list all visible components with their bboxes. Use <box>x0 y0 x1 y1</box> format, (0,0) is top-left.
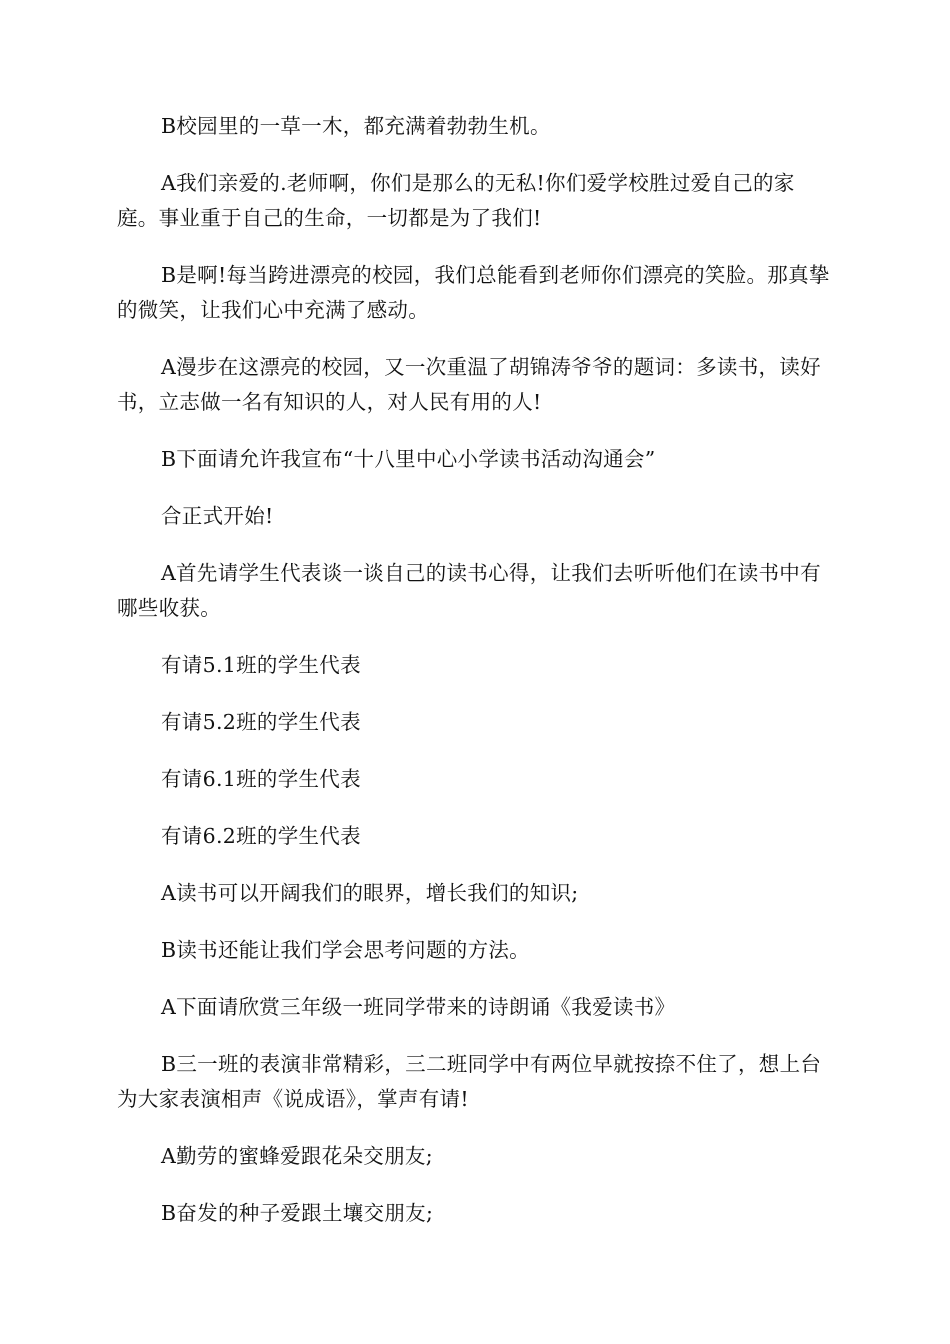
paragraph-14: A下面请欣赏三年级一班同学带来的诗朗诵《我爱读书》 <box>161 995 676 1019</box>
paragraph-3: B是啊!每当跨进漂亮的校园，我们总能看到老师你们漂亮的笑脸。那真挚的微笑，让我们心中充满了感动。 <box>117 263 830 322</box>
paragraph-16: A勤劳的蜜蜂爱跟花朵交朋友; <box>161 1144 433 1168</box>
paragraph-8: 有请5.1班的学生代表 <box>161 653 361 677</box>
document-page <box>117 109 832 1253</box>
paragraph-17: B奋发的种子爱跟土壤交朋友; <box>161 1201 434 1225</box>
paragraph-12: A读书可以开阔我们的眼界，增长我们的知识; <box>161 881 579 905</box>
paragraph-9: 有请5.2班的学生代表 <box>161 710 361 734</box>
paragraph-5: B下面请允许我宣布“十八里中心小学读书活动沟通会” <box>161 447 656 471</box>
paragraph-10: 有请6.1班的学生代表 <box>161 767 361 791</box>
paragraph-1: B校园里的一草一木，都充满着勃勃生机。 <box>161 114 551 138</box>
paragraph-2: A我们亲爱的.老师啊，你们是那么的无私!你们爱学校胜过爱自己的家庭。事业重于自己的生命，一切都是为了我们! <box>117 171 795 230</box>
paragraph-7: A首先请学生代表谈一谈自己的读书心得，让我们去听听他们在读书中有哪些收获。 <box>117 561 821 620</box>
paragraph-6: 合正式开始! <box>161 504 274 528</box>
paragraph-11: 有请6.2班的学生代表 <box>161 824 361 848</box>
paragraph-4: A漫步在这漂亮的校园，又一次重温了胡锦涛爷爷的题词：多读书，读好书，立志做一名有知识的人，对人民有用的人! <box>117 355 821 414</box>
paragraph-13: B读书还能让我们学会思考问题的方法。 <box>161 938 530 962</box>
paragraph-15: B三一班的表演非常精彩，三二班同学中有两位早就按捺不住了，想上台为大家表演相声《说成语》，掌声有请! <box>117 1052 822 1111</box>
